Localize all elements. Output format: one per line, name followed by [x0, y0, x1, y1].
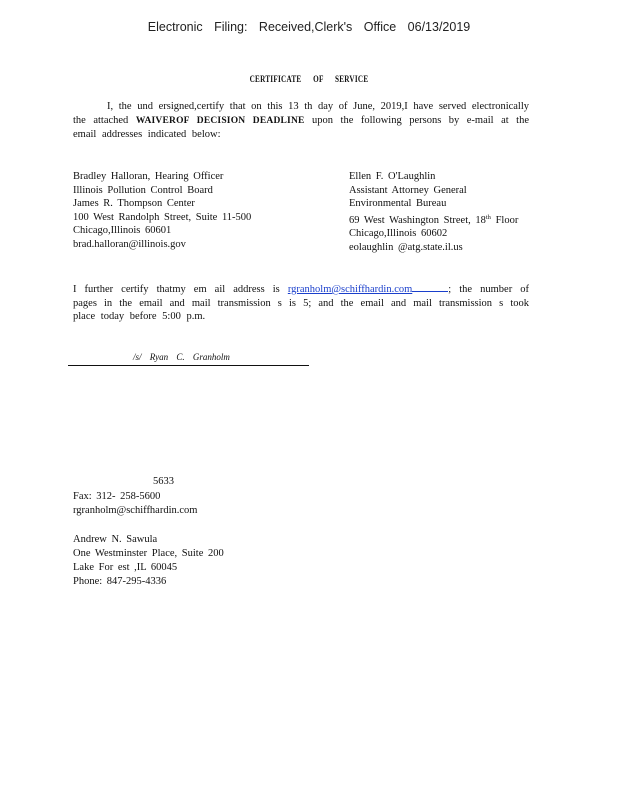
recipient-left-line: Illinois Pollution Control Board [73, 184, 213, 196]
recipient-left-email: brad.halloran@illinois.gov [73, 238, 186, 250]
intro-text: I, the und ersigned,certify that on this 13 th day of June, 2019,I have served electronically the attached [73, 101, 530, 126]
address-line: Lake For est ,IL 60045 [73, 562, 178, 573]
recipient-right-title: Assistant Attorney General [349, 184, 467, 196]
recipient-right-name: Ellen F. O'Laughlin [349, 171, 436, 182]
contact-email: rgranholm@schiffhardin.com [73, 505, 198, 516]
recipient-left [73, 170, 343, 252]
signature: /s/ Ryan C. Granholm [133, 352, 230, 362]
recipient-left-line: 100 West Randolph Street, Suite 11-500 [73, 211, 252, 223]
link-underline-pad [412, 282, 448, 292]
recipient-right-city: Chicago,Illinois 60602 [349, 228, 448, 240]
further-prefix: I further certify thatmy em ail address is [73, 284, 280, 295]
address-line: Phone: 847-295-4336 [73, 576, 167, 587]
recipient-right-street [349, 211, 549, 228]
street-prefix: 69 West Washington Street, 18 [349, 214, 486, 226]
contact-fax: Fax: 312- 258-5600 [73, 491, 161, 502]
attached-document-name: WAIVEROF DECISION DEADLINE [135, 115, 305, 126]
recipient-left-line: James R. Thompson Center [73, 198, 195, 210]
recipient-left-line: Chicago,Illinois 60601 [73, 225, 172, 237]
contact-number: 5633 [153, 476, 174, 487]
intro-tail: upon the following persons by e-mail at the email addresses indicated below: [73, 114, 529, 141]
document-title: CERTIFICATE OF SERVICE [249, 74, 369, 84]
address-block [73, 533, 224, 589]
recipient-left-line: Bradley Halloran, Hearing Officer [73, 171, 224, 182]
street-sup: th [485, 213, 491, 221]
intro-paragraph [73, 100, 529, 142]
address-line: Andrew N. Sawula [73, 534, 158, 545]
recipient-right [349, 170, 549, 255]
recipient-right-email: eolaughlin @atg.state.il.us [349, 241, 463, 253]
certification-paragraph [73, 282, 529, 324]
street-suffix: Floor [495, 214, 519, 226]
certifier-email-link[interactable]: rgranholm@schiffhardin.com [287, 284, 413, 295]
address-line: One Westminster Place, Suite 200 [73, 548, 224, 559]
recipient-right-bureau: Environmental Bureau [349, 198, 447, 210]
further-suffix: ; the number of pages in the email and mail transmission s is 5; and the email and mail transmission s took place today before 5:00 p.m. [73, 284, 529, 323]
filing-header: Electronic Filing: Received,Clerk's Office 06/13/2019 [147, 20, 471, 34]
contact-block [73, 490, 197, 518]
signature-line [68, 365, 309, 366]
